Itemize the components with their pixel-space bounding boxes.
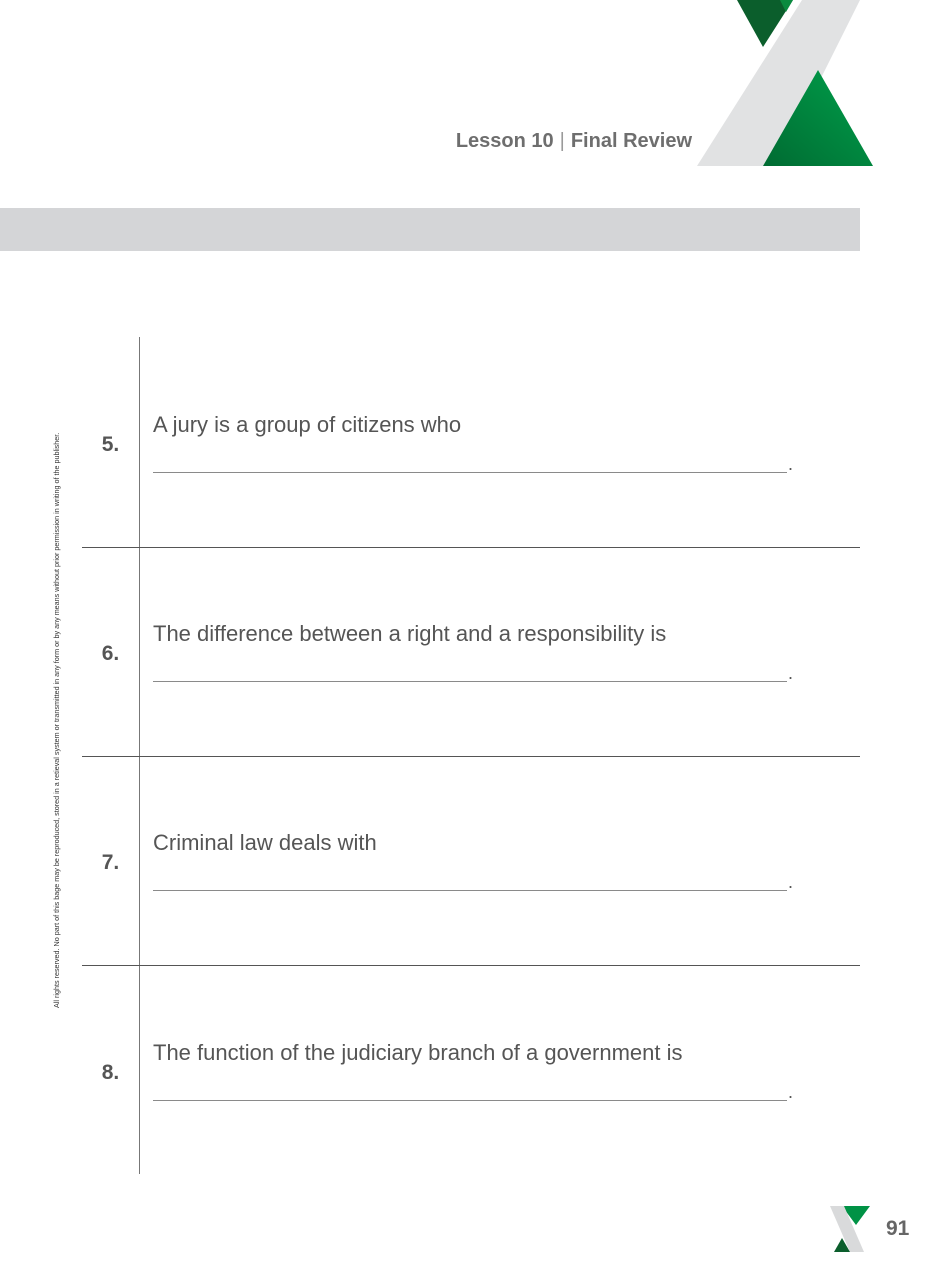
- answer-period: .: [788, 872, 794, 892]
- x-logo-icon: [690, 0, 880, 170]
- answer-period: .: [788, 454, 794, 474]
- question-number: 7.: [101, 851, 120, 874]
- question-row-8: [82, 965, 860, 1175]
- page-number: 91: [886, 1217, 910, 1240]
- answer-period: .: [788, 1082, 794, 1102]
- answer-line[interactable]: [153, 1100, 787, 1101]
- question-number: 6.: [101, 642, 120, 665]
- title-band: [0, 208, 860, 251]
- lesson-label: Lesson 10: [455, 130, 554, 152]
- section-title: Final Review: [570, 130, 692, 152]
- question-row-7: [82, 755, 860, 966]
- lesson-header: [456, 130, 692, 153]
- answer-line[interactable]: [153, 472, 787, 473]
- answer-line[interactable]: [153, 681, 787, 682]
- x-logo-small-icon: [828, 1206, 874, 1252]
- answer-period: .: [788, 663, 794, 683]
- question-number: 5.: [101, 433, 120, 456]
- answer-line[interactable]: [153, 890, 787, 891]
- header-separator: |: [559, 130, 565, 152]
- question-prompt: The difference between a right and a responsibility is: [153, 621, 667, 646]
- question-prompt: The function of the judiciary branch of a government is: [153, 1040, 683, 1065]
- question-row-5: [82, 337, 860, 548]
- question-number: 8.: [101, 1061, 120, 1084]
- copyright-notice: All rights reserved. No part of this bage may be reproduced, stored in a retieval system or transmitted in any form or by any means without prior permission in writing of the publisher.: [52, 432, 61, 1008]
- question-row-6: [82, 546, 860, 757]
- question-prompt: Criminal law deals with: [153, 830, 377, 855]
- question-prompt: A jury is a group of citizens who: [153, 412, 462, 437]
